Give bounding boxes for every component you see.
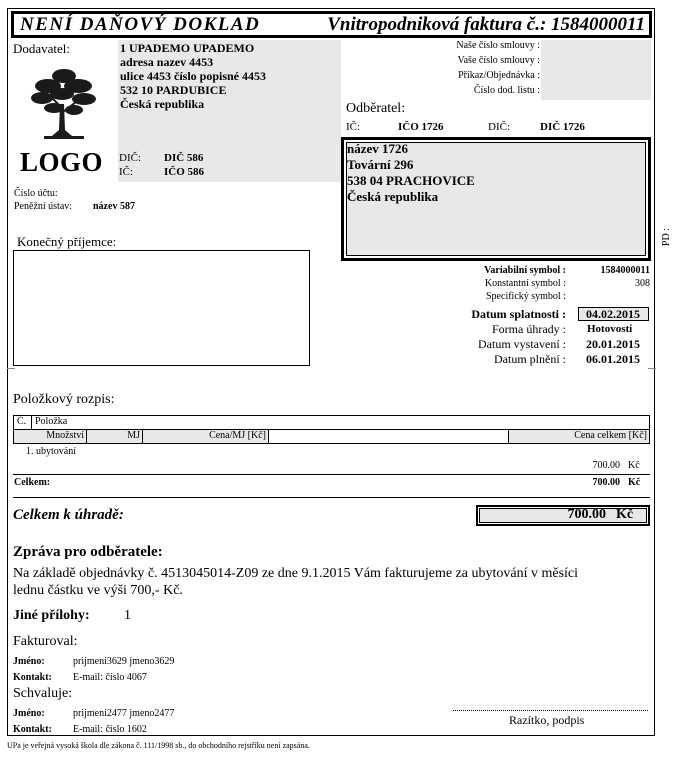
buyer-name: název 1726 (347, 141, 409, 156)
item-row-currency: Kč (628, 460, 640, 471)
signature-line (453, 710, 648, 711)
logo-text: LOGO (20, 147, 104, 177)
taxable-date: 06.01.2015 (586, 352, 640, 366)
approved-contact: E-mail: číslo 1602 (73, 724, 147, 735)
taxable-date-label: Datum plnění : (494, 352, 566, 366)
variable-symbol: 1584000011 (600, 265, 650, 276)
buyer-ic: IČO 1726 (398, 121, 444, 133)
col-no-divider (31, 415, 32, 429)
your-contract-label: Vaše číslo smlouvy : (457, 55, 540, 66)
items-title: Položkový rozpis: (13, 392, 115, 407)
due-date-label: Datum splatnosti : (471, 307, 566, 321)
items-sum: 700.00 (592, 477, 620, 488)
supplier-city: 532 10 PARDUBICE (120, 83, 227, 97)
invoice-header (11, 11, 652, 38)
our-contract-label: Naše číslo smlouvy : (456, 40, 540, 51)
col-unit: MJ (127, 430, 140, 441)
order-label: Příkaz/Objednávka : (458, 70, 540, 81)
due-date: 04.02.2015 (586, 307, 640, 321)
buyer-label: Odběratel: (346, 101, 406, 116)
buyer-street: Tovární 296 (347, 157, 414, 172)
col-qty-divider (86, 430, 87, 443)
stamp-signature-label: Razítko, podpis (509, 713, 585, 727)
issue-date-label: Datum vystavení : (478, 337, 566, 351)
final-recipient-label: Konečný příjemce: (17, 234, 117, 249)
attachments-count: 1 (124, 608, 131, 623)
supplier-name: 1 UPADEMO UPADEMO (120, 41, 255, 55)
items-sum-divider-bottom (13, 497, 650, 498)
invoiced-contact-label: Kontakt: (13, 672, 52, 683)
buyer-dic-label: DIČ: (488, 121, 510, 133)
approved-name: prijmeni2477 jmeno2477 (73, 708, 175, 719)
col-qty: Množství (46, 430, 84, 441)
message-title: Zpráva pro odběratele: (13, 544, 163, 560)
not-tax-document-title: NENÍ DAŇOVÝ DOKLAD (20, 14, 261, 35)
supplier-country: Česká republika (120, 97, 205, 111)
supplier-label: Dodavatel: (13, 41, 71, 56)
side-pd-label: PD : (661, 228, 672, 247)
total-currency: Kč (616, 507, 634, 522)
variable-symbol-label: Variabilní symbol : (484, 265, 566, 276)
invoiced-name: prijmeni3629 jmeno3629 (73, 656, 175, 667)
item-row-amount: 700.00 (592, 460, 620, 471)
item-row-label: 1. ubytování (26, 446, 76, 457)
message-line2: lednu částku ve výši 700,- Kč. (13, 583, 183, 598)
delivery-note-label: Číslo dod. listu : (473, 85, 540, 96)
bank-name: název 587 (93, 201, 135, 212)
approved-name-label: Jméno: (13, 708, 45, 719)
col-unit-divider (142, 430, 143, 443)
buyer-country: Česká republika (347, 189, 439, 204)
invoiced-name-label: Jméno: (13, 656, 45, 667)
col-no: Č. (17, 416, 27, 427)
supplier-dic: DIČ 586 (164, 152, 204, 164)
approved-contact-label: Kontakt: (13, 724, 52, 735)
col-price: Cena/MJ [Kč] (209, 430, 266, 441)
specific-symbol-label: Specifický symbol : (486, 291, 566, 302)
items-sum-label: Celkem: (14, 477, 51, 488)
col-item: Položka (35, 416, 68, 427)
message-line1: Na základě objednávky č. 4513045014-Z09 ze dne 9.1.2015 Vám fakturujeme za ubytování v měsíci (13, 566, 579, 581)
total-label: Celkem k úhradě: (13, 507, 124, 523)
footer-legal-note: UPa je veřejná vysoká škola dle zákona č. 111/1998 sb., do obchodního rejstříku není zapsána. (7, 741, 310, 750)
approved-by-label: Schvaluje: (13, 686, 73, 701)
total-amount: 700.00 (567, 507, 606, 522)
issue-date: 20.01.2015 (586, 337, 640, 351)
constant-symbol: 308 (635, 278, 650, 289)
buyer-city: 538 04 PRACHOVICE (347, 173, 475, 188)
supplier-address2: ulice 4453 číslo popisné 4453 (120, 69, 267, 83)
invoiced-contact: E-mail: číslo 4067 (73, 672, 147, 683)
col-price-divider (268, 430, 269, 443)
invoice-number-title: Vnitropodniková faktura č.: 1584000011 (327, 14, 645, 35)
supplier-dic-label: DIČ: (119, 152, 141, 164)
contract-values-block (541, 40, 651, 100)
attachments-label: Jiné přílohy: (13, 608, 90, 623)
items-sum-divider-top (13, 474, 650, 475)
col-total: Cena celkem [Kč] (574, 430, 647, 441)
margin-tick-right (648, 368, 656, 369)
margin-tick-left (7, 368, 15, 369)
buyer-dic: DIČ 1726 (540, 121, 585, 133)
final-recipient-box (13, 250, 310, 366)
payment-form: Hotovostí (587, 323, 633, 335)
payment-form-label: Forma úhrady : (492, 322, 566, 336)
constant-symbol-label: Konstantní symbol : (484, 278, 566, 289)
buyer-ic-label: IČ: (346, 121, 361, 133)
tree-logo-icon (28, 64, 100, 142)
invoiced-by-label: Fakturoval: (13, 634, 78, 649)
items-sum-currency: Kč (628, 477, 641, 488)
supplier-ic-label: IČ: (119, 166, 134, 178)
supplier-address1: adresa nazev 4453 (120, 55, 214, 69)
account-label: Číslo účtu: (14, 188, 58, 199)
bank-label: Peněžní ústav: (14, 201, 73, 212)
supplier-ic: IČO 586 (164, 166, 205, 178)
